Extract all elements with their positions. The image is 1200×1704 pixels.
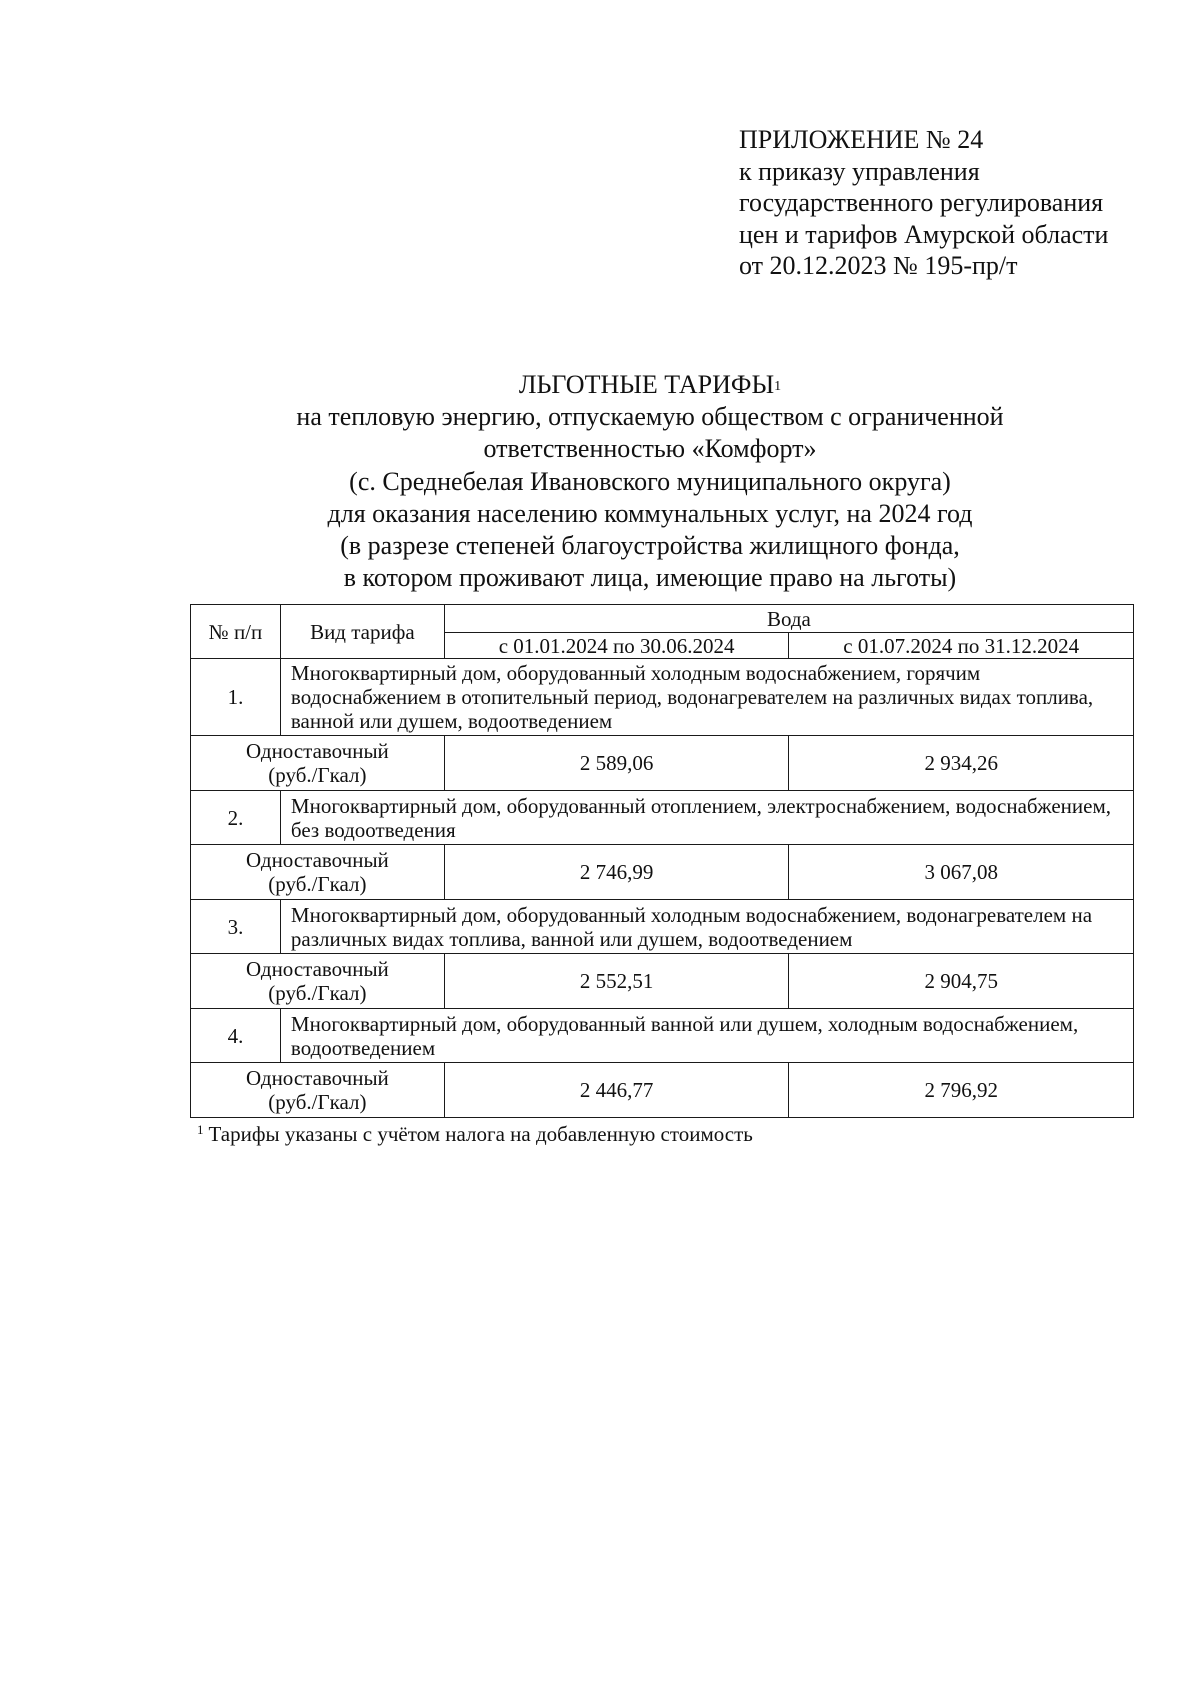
rate-type-name: Одноставочный bbox=[246, 739, 389, 763]
title-main-text: ЛЬГОТНЫЕ ТАРИФЫ bbox=[518, 370, 775, 399]
title-line-5: для оказания населению коммунальных услуг, на 2024 год bbox=[327, 498, 973, 528]
footnote-mark: 1 bbox=[197, 1122, 204, 1137]
title-line-4: (с. Среднебелая Ивановского муниципального округа) bbox=[349, 466, 951, 496]
row-description: Многоквартирный дом, оборудованный ванной или душем, холодным водоснабжением, водоотведением bbox=[280, 1009, 1133, 1063]
appendix-authority-line: государственного регулирования bbox=[739, 188, 1104, 217]
rate-type-unit: (руб./Гкал) bbox=[268, 872, 367, 896]
title-line-2: на тепловую энергию, отпускаемую обществом с ограниченной bbox=[296, 402, 1004, 432]
appendix-authority-line-2: цен и тарифов Амурской области bbox=[739, 219, 1109, 249]
rate-type-label bbox=[191, 845, 445, 900]
rate-type-label bbox=[191, 954, 445, 1009]
document-title bbox=[150, 369, 1150, 594]
title-line-7: в котором проживают лица, имеющие право на льготы) bbox=[343, 563, 957, 593]
rate-type-unit: (руб./Гкал) bbox=[268, 1090, 367, 1114]
row-number: 2. bbox=[191, 791, 281, 845]
rate-value-period-2: 2 934,26 bbox=[789, 736, 1134, 791]
rate-type-name: Одноставочный bbox=[246, 848, 389, 872]
title-line-3: ответственностью «Комфорт» bbox=[483, 434, 817, 464]
footnote-text: Тарифы указаны с учётом налога на добавленную стоимость bbox=[208, 1122, 753, 1146]
rate-type-name: Одноставочный bbox=[246, 957, 389, 981]
rate-type-unit: (руб./Гкал) bbox=[268, 763, 367, 787]
rate-value-period-2: 3 067,08 bbox=[789, 845, 1134, 900]
row-number: 3. bbox=[191, 900, 281, 954]
table-row bbox=[191, 791, 1134, 845]
row-description: Многоквартирный дом, оборудованный холодным водоснабжением, водонагревателем на различных видах топлива, ванной или душем, водоотведением bbox=[280, 900, 1133, 954]
appendix-header bbox=[739, 124, 1108, 282]
rate-value-period-2: 2 796,92 bbox=[789, 1063, 1134, 1118]
table-row bbox=[191, 736, 1134, 791]
title-footnote-mark: 1 bbox=[774, 379, 782, 394]
rate-value-period-1: 2 746,99 bbox=[444, 845, 789, 900]
title-line-6: (в разрезе степеней благоустройства жилищного фонда, bbox=[340, 531, 960, 561]
appendix-order-line: к приказу управления bbox=[739, 156, 980, 186]
title-main bbox=[150, 369, 1150, 401]
table-row bbox=[191, 845, 1134, 900]
rate-type-label bbox=[191, 736, 445, 791]
row-number: 4. bbox=[191, 1009, 281, 1063]
tariff-table bbox=[190, 604, 1134, 1118]
table-row bbox=[191, 659, 1134, 736]
rate-value-period-1: 2 552,51 bbox=[444, 954, 789, 1009]
appendix-order-date: от 20.12.2023 № 195-пр/т bbox=[739, 251, 1018, 280]
table-row bbox=[191, 900, 1134, 954]
header-period-1: с 01.01.2024 по 30.06.2024 bbox=[444, 633, 789, 659]
table-header-row bbox=[191, 605, 1134, 633]
row-description: Многоквартирный дом, оборудованный холодным водоснабжением, горячим водоснабжением в отопительный период, водонагревателем на различных видах топлива, ванной или душем, водоотведением bbox=[280, 659, 1133, 736]
row-description: Многоквартирный дом, оборудованный отоплением, электроснабжением, водоснабжением, без водоотведения bbox=[280, 791, 1133, 845]
table-row bbox=[191, 954, 1134, 1009]
header-num: № п/п bbox=[191, 605, 281, 659]
header-group-water: Вода bbox=[444, 605, 1133, 633]
footnote bbox=[197, 1122, 753, 1146]
rate-value-period-1: 2 589,06 bbox=[444, 736, 789, 791]
header-tariff-type: Вид тарифа bbox=[280, 605, 444, 659]
table-row bbox=[191, 1009, 1134, 1063]
rate-value-period-2: 2 904,75 bbox=[789, 954, 1134, 1009]
rate-type-label bbox=[191, 1063, 445, 1118]
appendix-number: ПРИЛОЖЕНИЕ № 24 bbox=[739, 125, 984, 154]
rate-type-unit: (руб./Гкал) bbox=[268, 981, 367, 1005]
row-number: 1. bbox=[191, 659, 281, 736]
rate-type-name: Одноставочный bbox=[246, 1066, 389, 1090]
rate-value-period-1: 2 446,77 bbox=[444, 1063, 789, 1118]
header-period-2: с 01.07.2024 по 31.12.2024 bbox=[789, 633, 1134, 659]
table-row bbox=[191, 1063, 1134, 1118]
